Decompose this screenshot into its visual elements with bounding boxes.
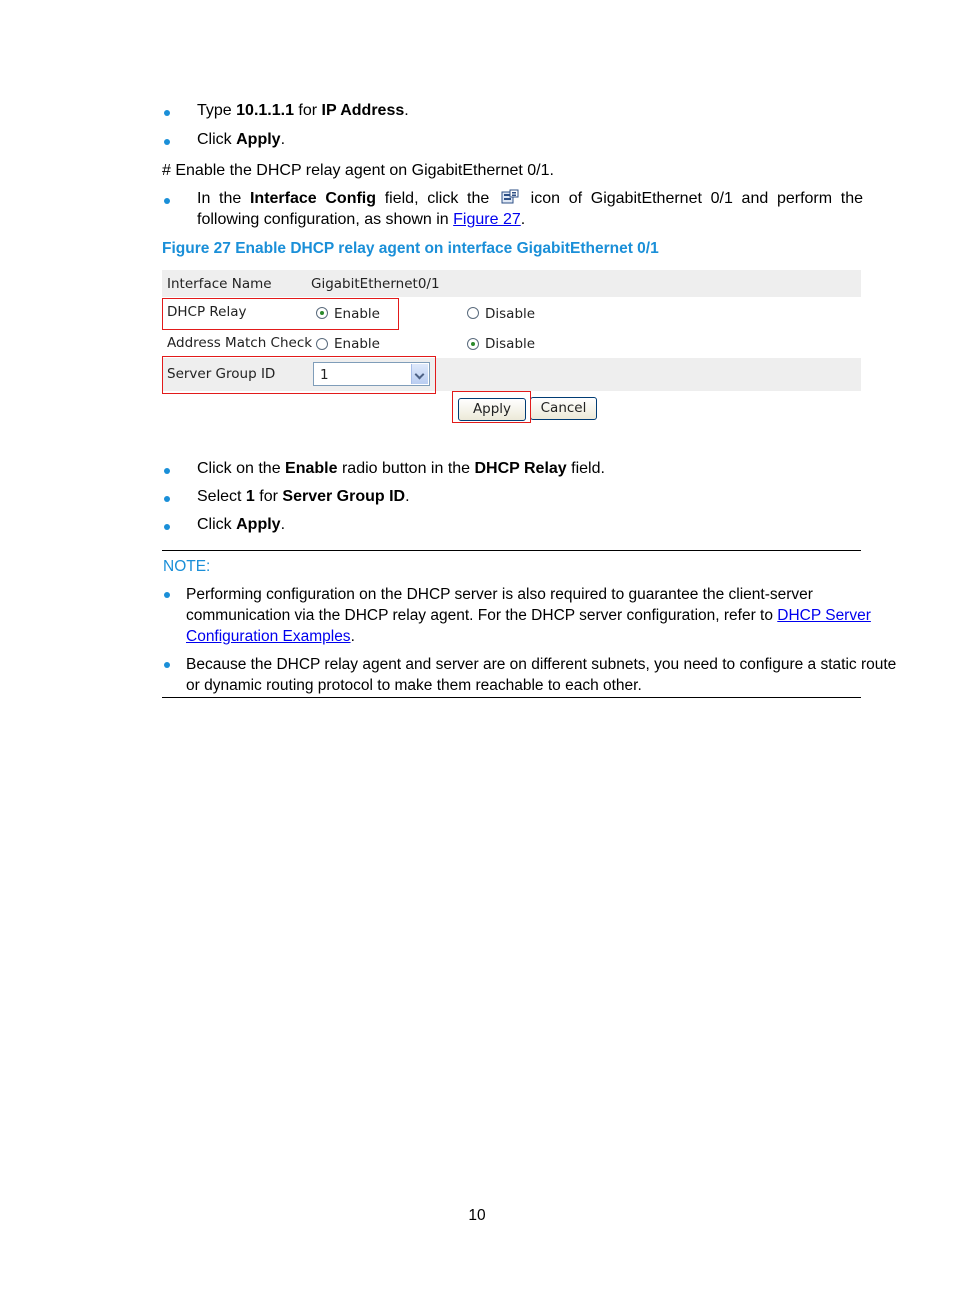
figure-27-link[interactable]: Figure 27: [453, 211, 521, 228]
interface-name-label: Interface Name: [167, 276, 272, 292]
interface-name-value: GigabitEthernet0/1: [311, 276, 440, 292]
step-click-apply-2: Click Apply.: [197, 516, 286, 533]
apply-button[interactable]: Apply: [458, 398, 526, 421]
step-click-enable: Click on the Enable radio button in the DHCP Relay field.: [197, 460, 605, 477]
address-match-enable-radio[interactable]: [316, 338, 328, 350]
dhcp-relay-disable-radio[interactable]: [467, 307, 479, 319]
highlight-dhcp-relay: [162, 298, 399, 330]
row-interface-name: [162, 270, 861, 297]
bullet: [164, 496, 170, 502]
note-item-1-line-1: Performing configuration on the DHCP server is also required to guarantee the client-server: [186, 586, 813, 603]
address-match-disable-label: Disable: [485, 336, 536, 352]
highlight-apply: [452, 391, 531, 423]
row-address-match: [162, 328, 861, 358]
comment-line: # Enable the DHCP relay agent on GigabitEthernet 0/1.: [162, 162, 554, 179]
step-select-group: Select 1 for Server Group ID.: [197, 488, 410, 505]
page-number: 10: [468, 1207, 486, 1224]
configuration-examples-link[interactable]: Configuration Examples: [186, 628, 351, 645]
note-item-2-line-1: Because the DHCP relay agent and server are on different subnets, you need to configure a static route: [186, 656, 897, 673]
address-match-disable-radio[interactable]: [467, 338, 479, 350]
note-heading: NOTE:: [163, 558, 211, 575]
step-click-apply: Click Apply.: [197, 131, 286, 148]
note-item-2-line-2: or dynamic routing protocol to make them reachable to each other.: [186, 677, 642, 694]
highlight-server-group: [162, 356, 436, 394]
step-type-ip: Type 10.1.1.1 for IP Address.: [197, 102, 409, 119]
dhcp-relay-form: [162, 270, 861, 430]
server-group-value: 1: [320, 367, 329, 383]
note-bottom-rule: [162, 697, 861, 698]
step-interface-config-line2: following configuration, as shown in Figure 27.: [197, 211, 526, 228]
server-group-label: Server Group ID: [167, 366, 276, 382]
interface-config-icon: [501, 189, 519, 205]
bullet: [164, 592, 170, 598]
dhcp-server-link[interactable]: DHCP Server: [777, 607, 871, 624]
dhcp-relay-disable-label: Disable: [485, 306, 536, 322]
dhcp-relay-enable-label: Enable: [334, 306, 380, 322]
bullet: [164, 198, 170, 204]
bullet: [164, 524, 170, 530]
bullet: [164, 110, 170, 116]
address-match-enable-label: Enable: [334, 336, 380, 352]
bullet: [164, 139, 170, 145]
address-match-label: Address Match Check: [167, 335, 313, 351]
note-item-1-line-3: Configuration Examples.: [186, 628, 355, 645]
bullet: [164, 468, 170, 474]
bullet: [164, 662, 170, 668]
dhcp-relay-label: DHCP Relay: [167, 304, 247, 320]
figure-caption: Figure 27 Enable DHCP relay agent on interface GigabitEthernet 0/1: [162, 240, 659, 257]
note-top-rule: [162, 550, 861, 551]
cancel-button[interactable]: Cancel: [530, 397, 597, 420]
note-item-1-line-2: communication via the DHCP relay agent. For the DHCP server configuration, refer to DHCP Server: [186, 607, 871, 624]
step-interface-config: In the Interface Config field, click the icon of GigabitEthernet 0/1 and perform the: [197, 190, 864, 207]
